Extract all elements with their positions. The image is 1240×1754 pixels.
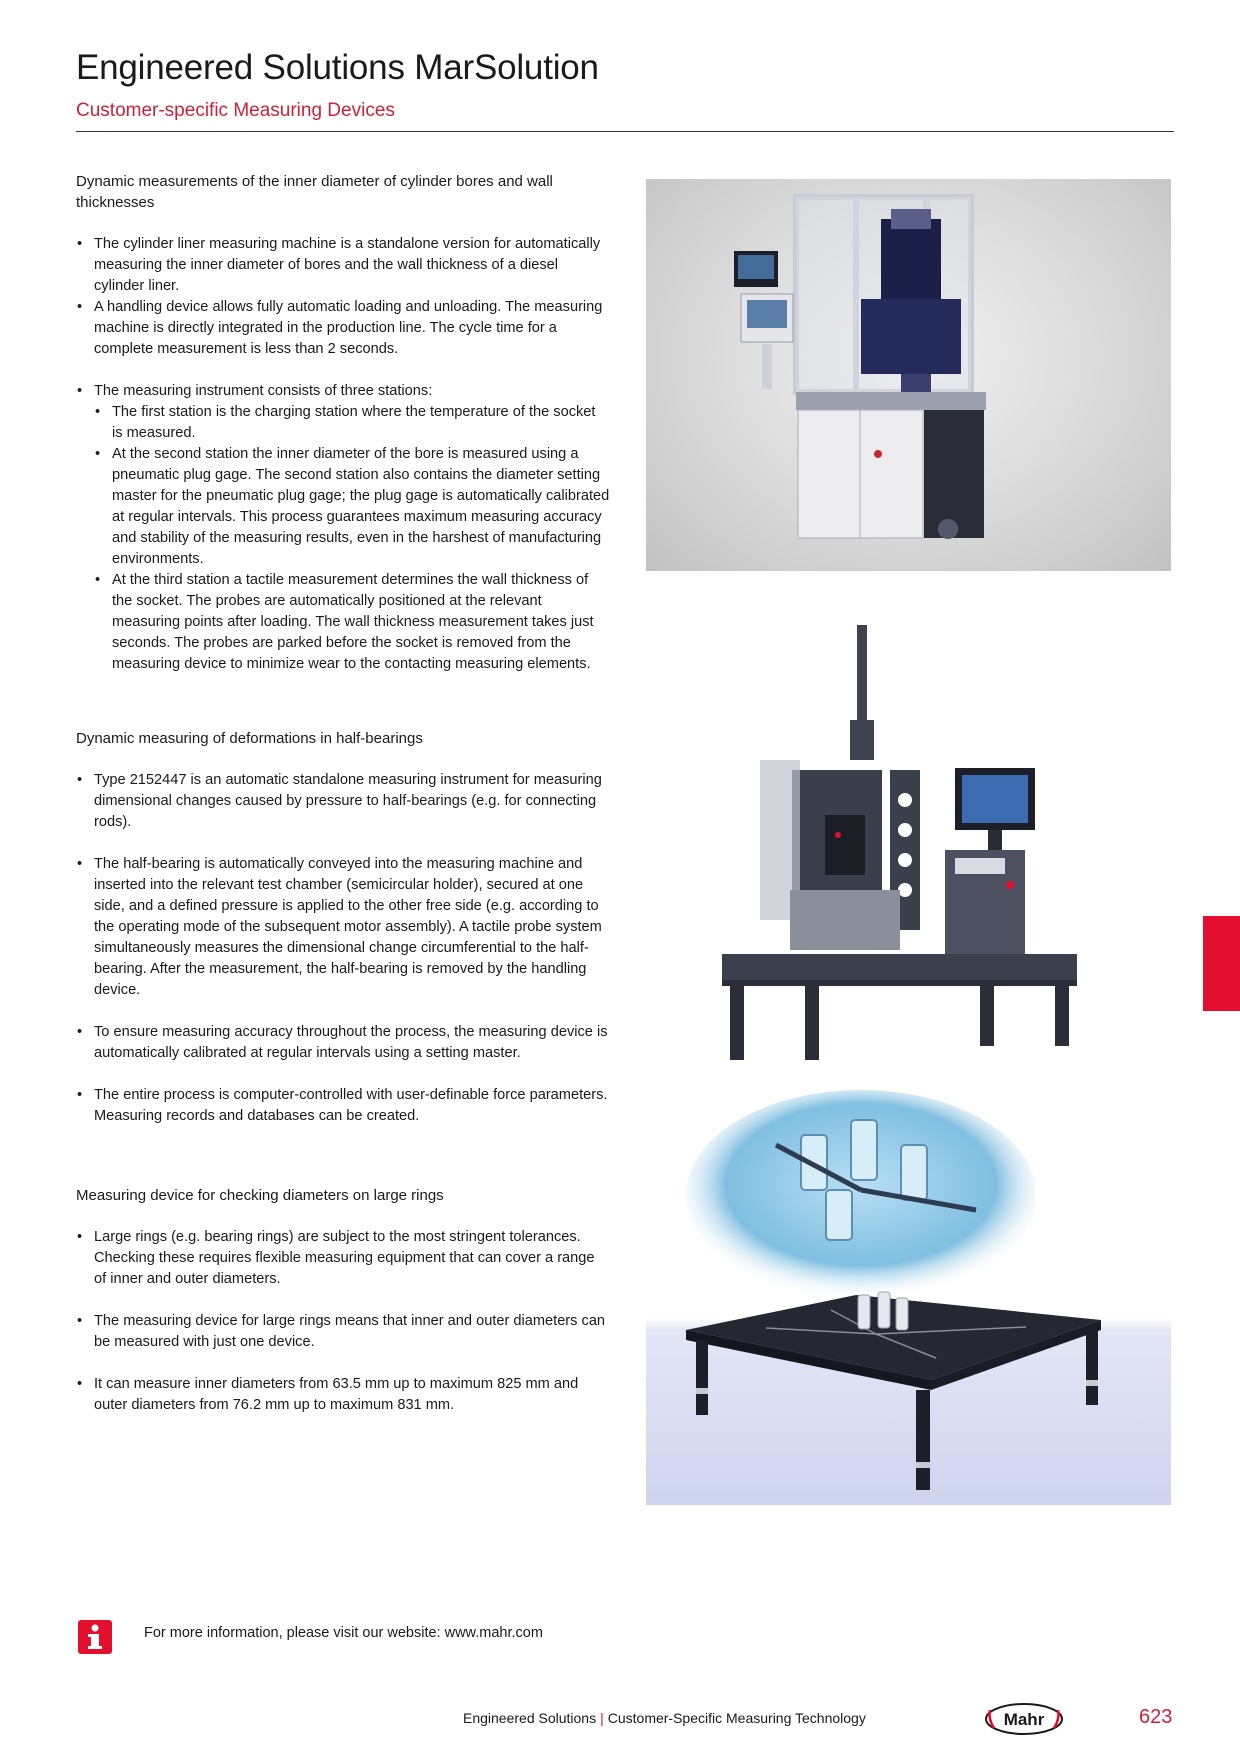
bullet-list <box>76 770 610 833</box>
bullet-list <box>76 1022 610 1064</box>
sub-list-item: • At the third station a tactile measurement determines the wall thickness of the socket. The probes are automatically positioned at the relevant measuring points after loading. The wall thickness measurement takes just seconds. The probes are parked before the socket is removed from the measuring device to minimize wear to the contacting measuring elements. <box>94 570 610 675</box>
list-item: • It can measure inner diameters from 63.5 mm up to maximum 825 mm and outer diameters from 76.2 mm up to maximum 831 mm. <box>76 1374 610 1416</box>
footer-text <box>463 1710 866 1726</box>
section-tab-marker <box>1203 916 1240 1011</box>
section-heading: Measuring device for checking diameters on large rings <box>76 1187 444 1204</box>
bullet-list <box>76 854 610 1001</box>
section-cylinder-bores <box>76 171 610 675</box>
bullet-list <box>76 1085 610 1127</box>
bullet-list <box>76 234 610 360</box>
bullet-list <box>76 1374 610 1416</box>
list-item <box>76 381 610 675</box>
list-item: • The half-bearing is automatically conveyed into the measuring machine and inserted into the relevant test chamber (semicircular holder), secured at one side, and a defined pressure is applied to the other free side (e.g. according to the operating mode of the subsequent motor assembly). A tactile probe system simultaneously measures the dimensional change circumferential to the half-bearing. After the measurement, the half-bearing is removed by the handling device. <box>76 854 610 1001</box>
sub-list-item: • At the second station the inner diameter of the bore is measured using a pneumatic plug gage. The second station also contains the diameter setting master for the pneumatic plug gage; the plug gage is automatically calibrated at regular intervals. This process guarantees maximum measuring accuracy and stability of the measuring results, even in the harshest of manufacturing environments. <box>94 444 610 570</box>
list-item: • The measuring device for large rings means that inner and outer diameters can be measured with just one device. <box>76 1311 610 1353</box>
section-heading: Dynamic measuring of deformations in half-bearings <box>76 730 423 747</box>
info-icon <box>78 1620 112 1654</box>
sub-list-item: • The first station is the charging station where the temperature of the socket is measured. <box>94 402 610 444</box>
list-item: • The entire process is computer-controlled with user-definable force parameters. Measuring records and databases can be created. <box>76 1085 610 1127</box>
section-large-rings <box>76 1185 610 1416</box>
more-info-text: For more information, please visit our website: www.mahr.com <box>144 1625 543 1641</box>
bullet-list <box>76 381 610 675</box>
page-subtitle: Customer-specific Measuring Devices <box>76 100 395 121</box>
bullet-list <box>76 1311 610 1353</box>
page-title: Engineered Solutions MarSolution <box>76 48 599 87</box>
bullet-list <box>76 1227 610 1290</box>
footer-left: Engineered Solutions <box>463 1710 597 1726</box>
list-item: • Type 2152447 is an automatic standalone measuring instrument for measuring dimensional changes caused by pressure to half-bearings (e.g. for connecting rods). <box>76 770 610 833</box>
list-item: • A handling device allows fully automatic loading and unloading. The measuring machine is directly integrated in the production line. The cycle time for a complete measurement is less than 2 seconds. <box>76 297 610 360</box>
half-bearing-machine-photo <box>700 620 1120 1060</box>
page-number: 623 <box>1139 1706 1173 1728</box>
footer-separator: | <box>600 1710 604 1726</box>
large-ring-device-photo <box>646 1090 1171 1505</box>
section-heading: Dynamic measurements of the inner diameter of cylinder bores and wall thicknesses <box>76 173 553 211</box>
section-half-bearings <box>76 728 610 1127</box>
list-item: • Large rings (e.g. bearing rings) are subject to the most stringent tolerances. Checking these requires flexible measuring equipment that can cover a range of inner and outer diameters. <box>76 1227 610 1290</box>
list-item-text: The measuring instrument consists of three stations: <box>94 383 433 399</box>
mahr-logo <box>984 1702 1064 1736</box>
title-divider <box>76 131 1174 132</box>
cylinder-liner-machine-photo <box>646 179 1171 571</box>
svg-text:Mahr: Mahr <box>1003 1710 1045 1729</box>
footer-right: Customer-Specific Measuring Technology <box>607 1710 866 1726</box>
list-item: • The cylinder liner measuring machine is a standalone version for automatically measuring the inner diameter of bores and the wall thickness of a diesel cylinder liner. <box>76 234 610 297</box>
sub-bullet-list <box>94 402 610 675</box>
list-item: • To ensure measuring accuracy throughout the process, the measuring device is automatically calibrated at regular intervals using a setting master. <box>76 1022 610 1064</box>
